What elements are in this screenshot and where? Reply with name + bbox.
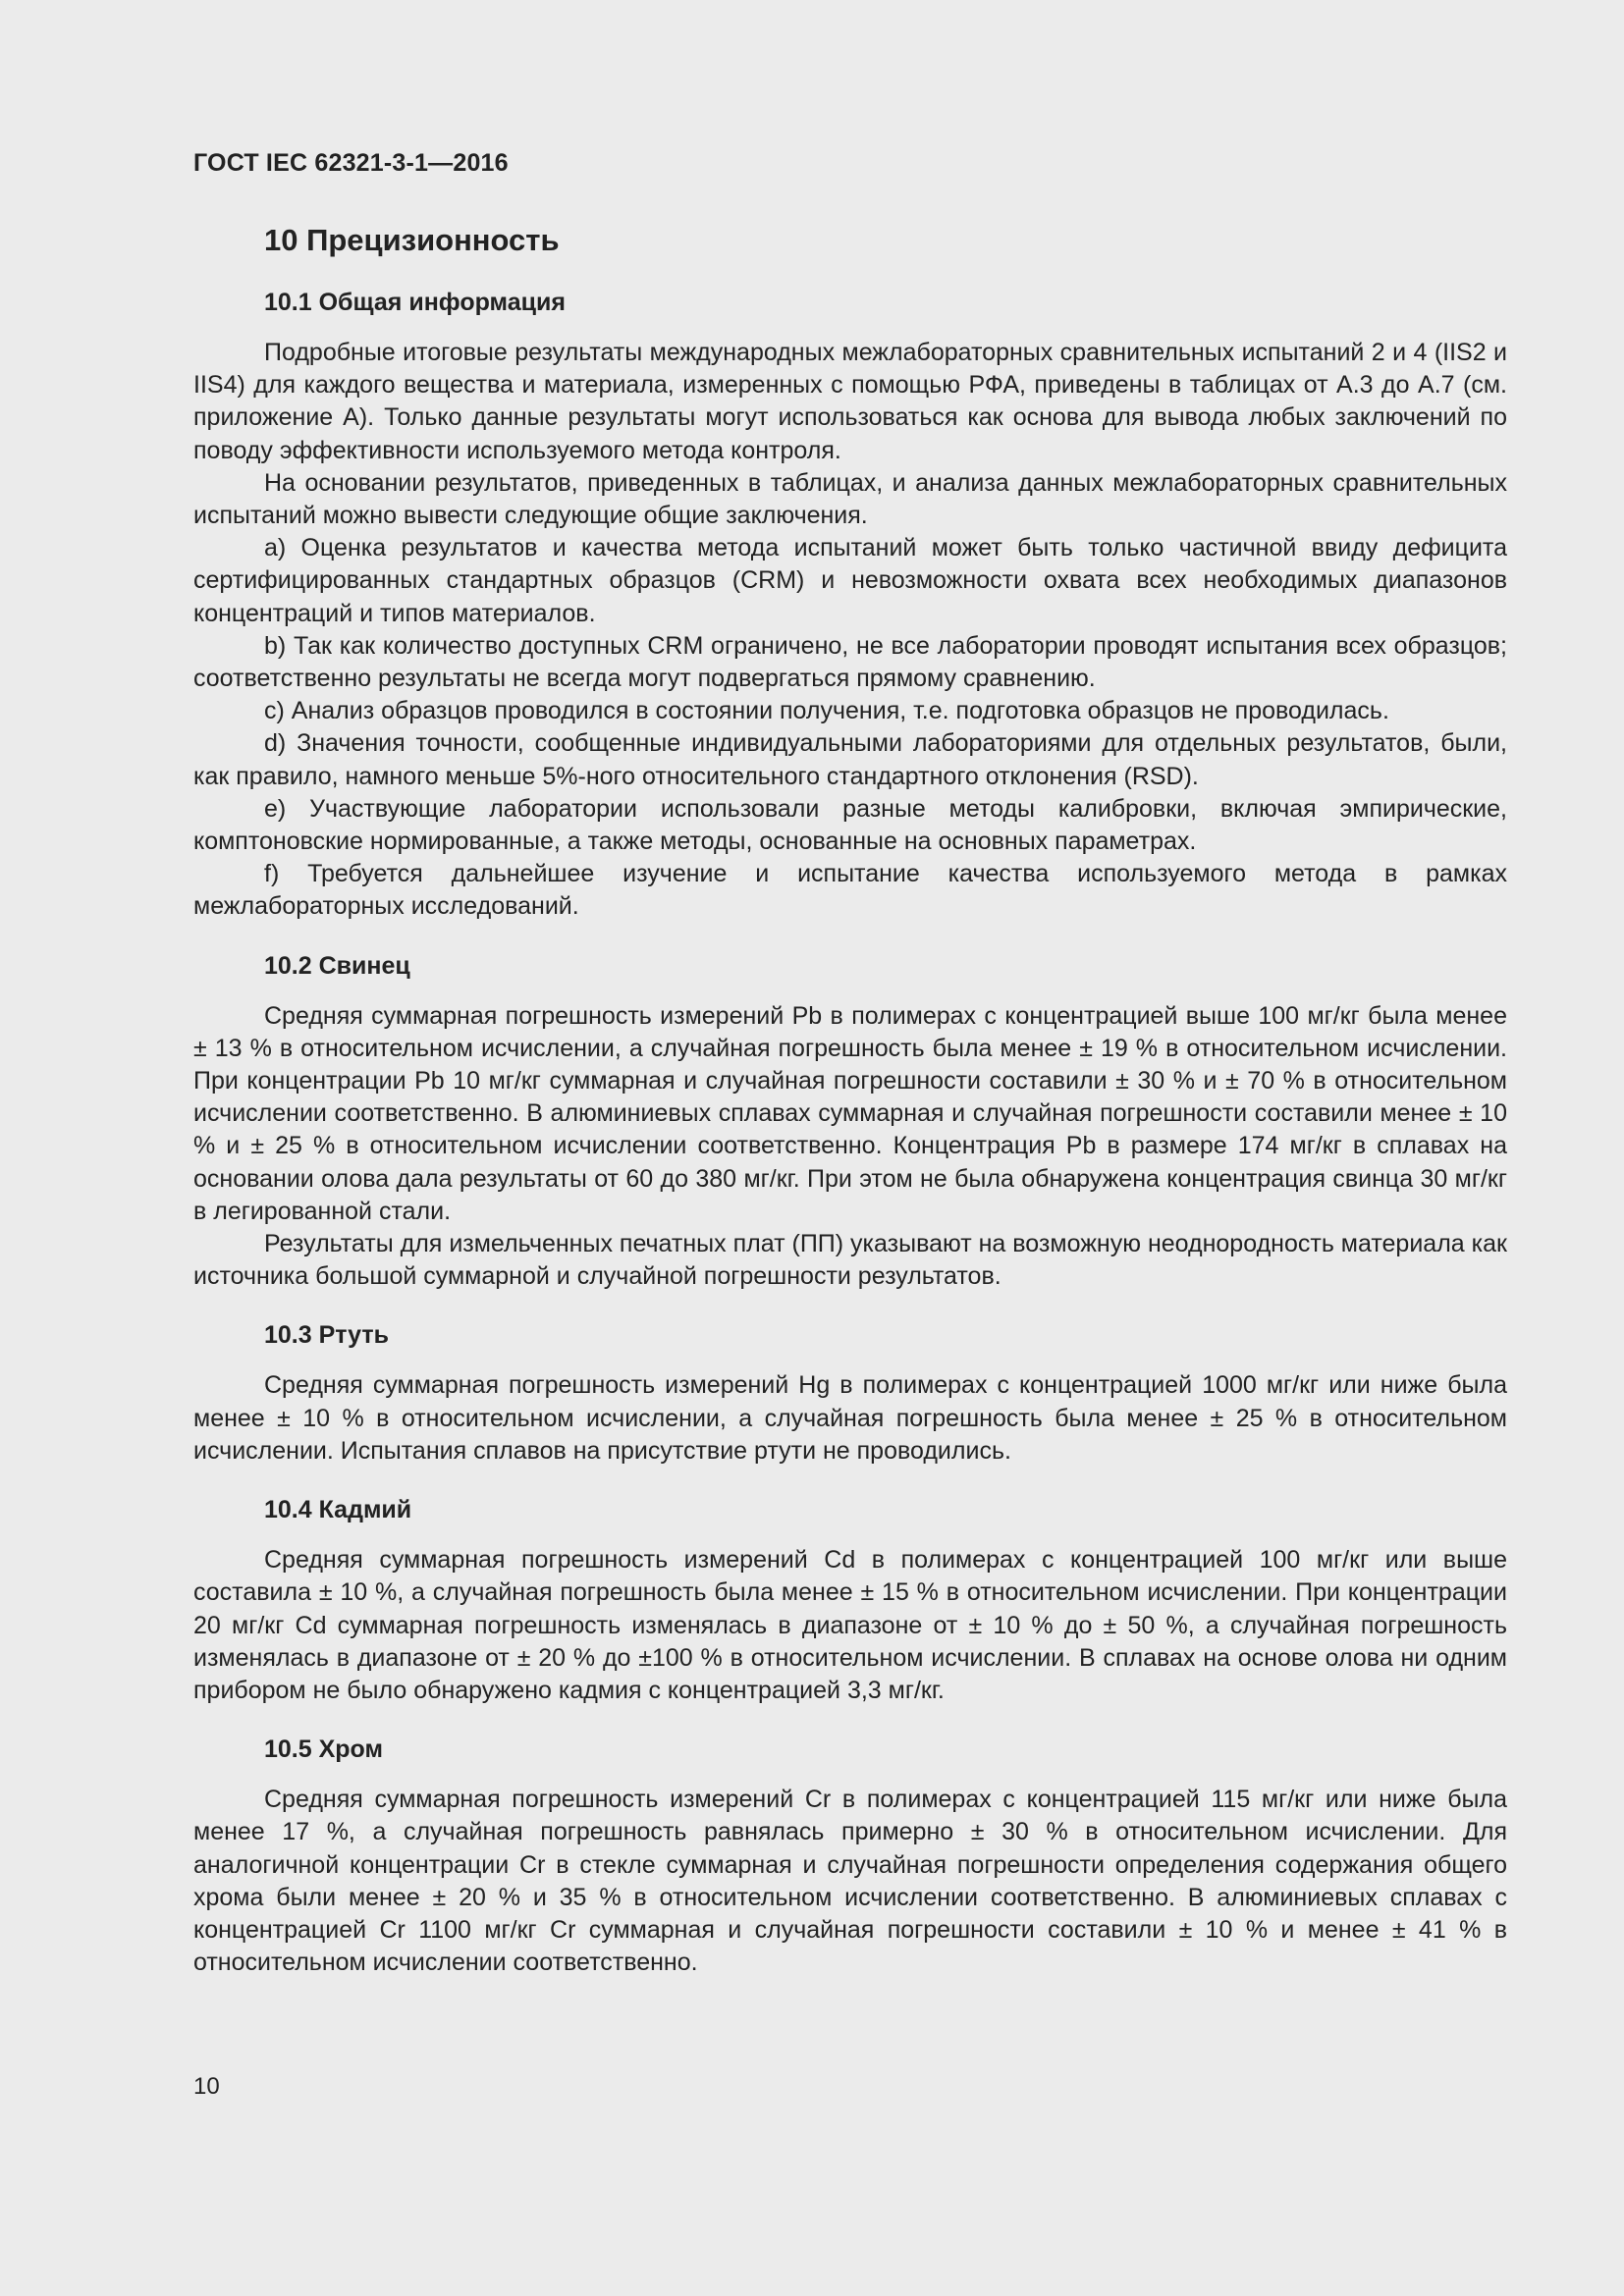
subsection-title-lead: 10.2 Свинец bbox=[264, 951, 410, 980]
document-body bbox=[193, 221, 1507, 1979]
paragraph: Средняя суммарная погрешность измерений Cr в полимерах с концентрацией 115 мг/кг или ниже была менее 17 %, а случайная погрешность равнялась примерно ± 30 % в относительном исчислении. Для аналогичной концентрации Cr в стекле суммарная и случайная погрешности определения содержания общего хрома были менее ± 20 % и 35 % в относительном исчислении соответственно. В алюминиевых сплавах с концентрацией Cr 1100 мг/кг Cr суммарная и случайная погрешности составили ± 10 % и менее ± 41 % в относительном исчислении соответственно. bbox=[193, 1786, 1507, 1977]
subsection-title-mercury: 10.3 Ртуть bbox=[264, 1321, 389, 1350]
paragraph: Средняя суммарная погрешность измерений Pb в полимерах с концентрацией выше 100 мг/кг была менее ± 13 % в относительном исчислении, а случайная погрешность была менее ± 19 % в относительном исчислении. При концентрации Pb 10 мг/кг суммарная и случайная погрешности составили ± 30 % и ± 70 % в относительном исчислении соответственно. В алюминиевых сплавах суммарная и случайная погрешности составили менее ± 10 % и ± 25 % в относительном исчислении соответственно. Концентрация Pb в размере 174 мг/кг в сплавах на основании олова дала результаты от 60 до 380 мг/кг. При этом не была обнаружена концентрация свинца 30 мг/кг в легированной стали. bbox=[193, 1001, 1507, 1225]
paragraph: Подробные итоговые результаты международных межлабораторных сравнительных испытаний 2 и 4 (IIS2 и IIS4) для каждого вещества и материала, измеренных с помощью РФА, приведены в таблицах от А.3 до А.7 (см. приложение А). Только данные результаты могут использоваться как основа для вывода любых заключений по поводу эффективности используемого метода контроля. bbox=[193, 339, 1507, 464]
subsection-title-chromium: 10.5 Хром bbox=[264, 1735, 383, 1764]
list-item-c: c) Анализ образцов проводился в состоянии получения, т.е. подготовка образцов не проводилась. bbox=[264, 697, 1389, 725]
paragraph: Средняя суммарная погрешность измерений Cd в полимерах с концентрацией 100 мг/кг или выше составила ± 10 %, а случайная погрешность была менее ± 15 % в относительном исчислении. При концентрации 20 мг/кг Cd суммарная погрешность изменялась в диапазоне от ± 10 % до ± 50 %, а случайная погрешность изменялась в диапазоне от ± 20 % до ±100 % в относительном исчислении. В сплавах на основе олова ни одним прибором не было обнаружено кадмия с концентрацией 3,3 мг/кг. bbox=[193, 1546, 1507, 1704]
list-item-d: d) Значения точности, сообщенные индивидуальными лабораториями для отдельных результатов, были, как правило, намного меньше 5%-ного относительного стандартного отклонения (RSD). bbox=[193, 729, 1507, 790]
subsection-title-general: 10.1 Общая информация bbox=[264, 289, 566, 316]
list-item-b: b) Так как количество доступных CRM ограничено, не все лаборатории проводят испытания всех образцов; соответственно результаты не всегда могут подвергаться прямому сравнению. bbox=[193, 631, 1507, 693]
list-item-f: f) Требуется дальнейшее изучение и испытание качества используемого метода в рамках межлабораторных исследований. bbox=[193, 860, 1507, 921]
section-title-precision: 10 Прецизионность bbox=[264, 223, 560, 257]
paragraph: На основании результатов, приведенных в таблицах, и анализа данных межлабораторных сравнительных испытаний можно вывести следующие общие заключения. bbox=[193, 468, 1507, 530]
standard-header: ГОСТ IEC 62321-3-1—2016 bbox=[193, 149, 509, 177]
page-number: 10 bbox=[193, 2073, 220, 2100]
subsection-title-cadmium: 10.4 Кадмий bbox=[264, 1496, 412, 1524]
paragraph: Результаты для измельченных печатных плат (ПП) указывают на возможную неоднородность материала как источника большой суммарной и случайной погрешности результатов. bbox=[193, 1230, 1507, 1291]
list-item-e: e) Участвующие лаборатории использовали разные методы калибровки, включая эмпирические, комптоновские нормированные, а также методы, основанные на основных параметрах. bbox=[193, 794, 1507, 856]
paragraph: Средняя суммарная погрешность измерений Hg в полимерах с концентрацией 1000 мг/кг или ниже была менее ± 10 % в относительном исчислении, а случайная погрешность была менее ± 25 % в относительном исчислении. Испытания сплавов на присутствие ртути не проводились. bbox=[193, 1371, 1507, 1465]
list-item-a: a) Оценка результатов и качества метода испытаний может быть только частичной ввиду дефицита сертифицированных стандартных образцов (CRM) и невозможности охвата всех необходимых диапазонов концентраций и типов материалов. bbox=[193, 534, 1507, 627]
